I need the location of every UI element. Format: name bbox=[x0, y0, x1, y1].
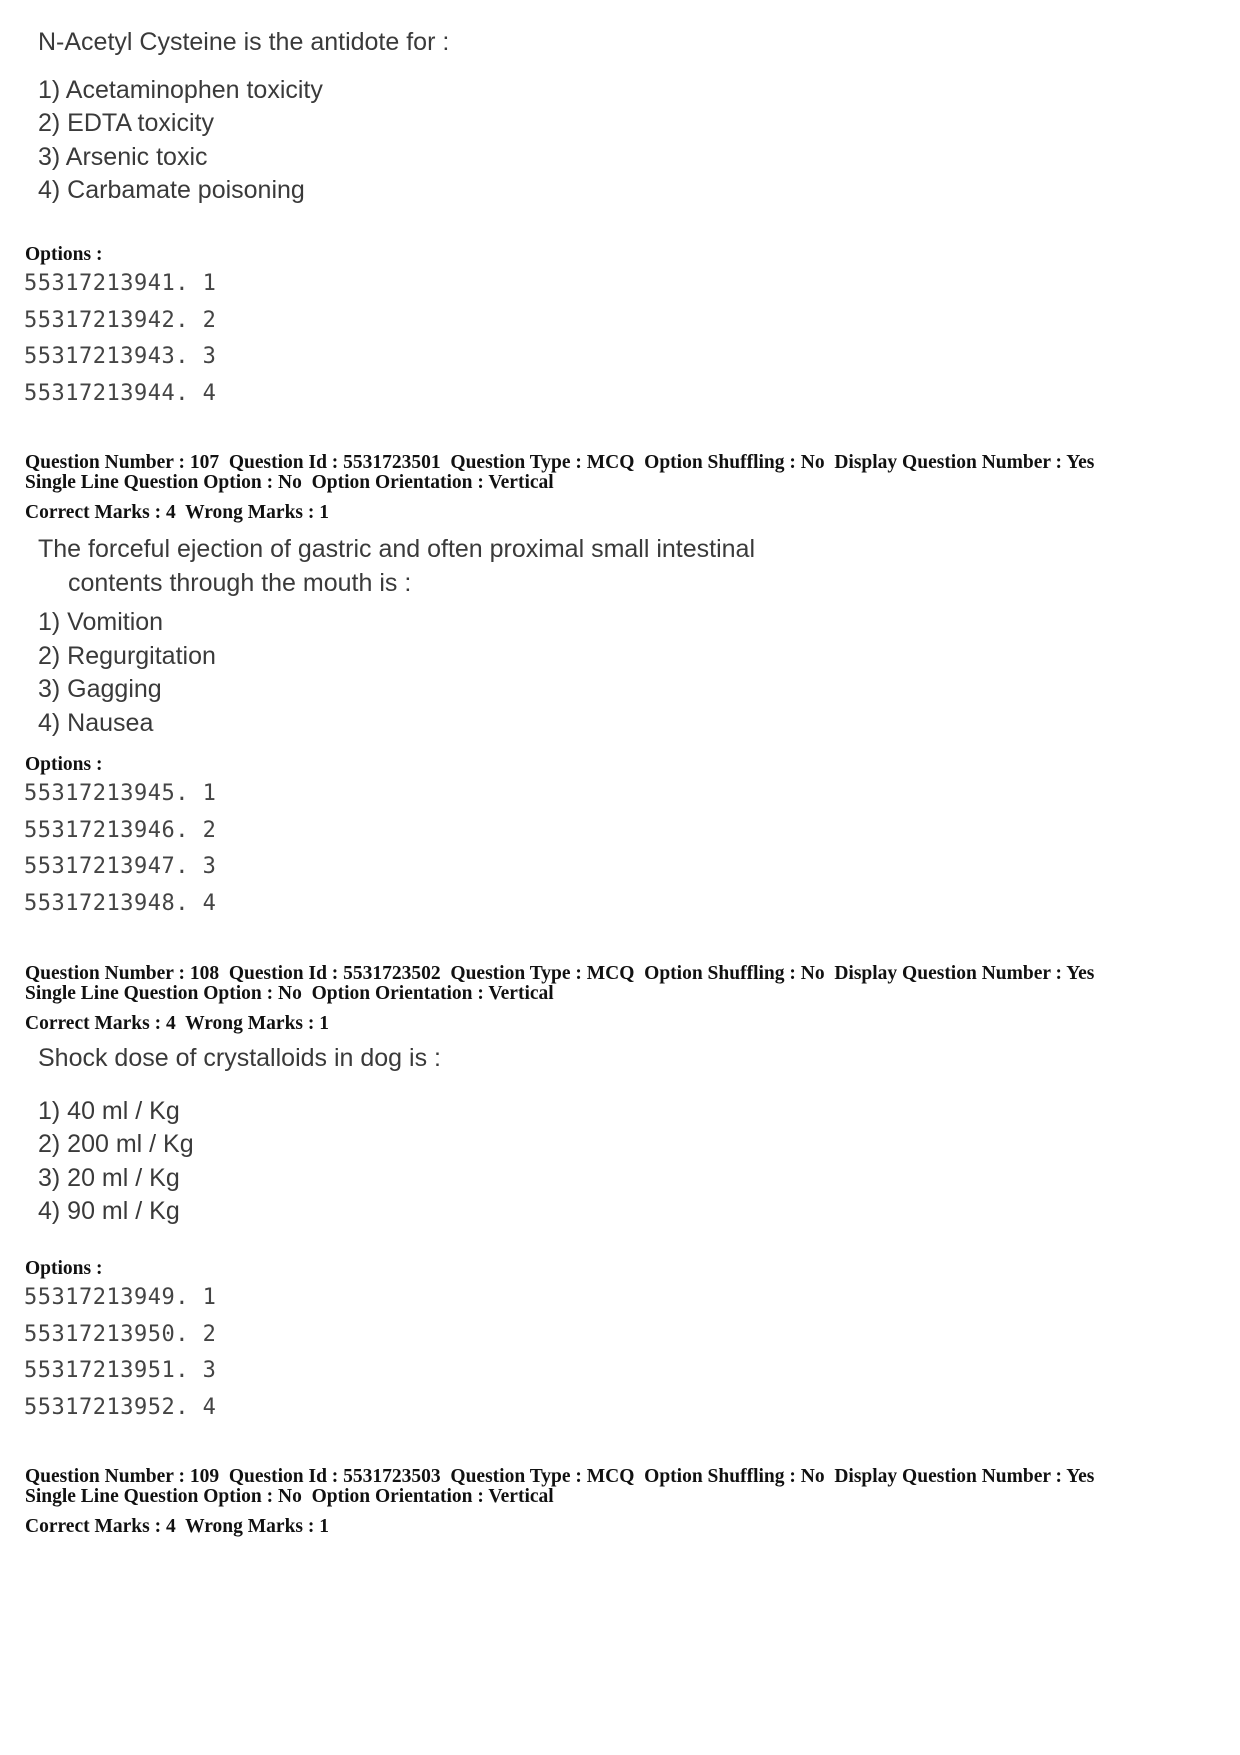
option-id: 55317213949. 1 bbox=[24, 1285, 217, 1310]
choice-item: 3) 20 ml / Kg bbox=[38, 1163, 180, 1192]
question-108-meta-line1: Question Number : 108 Question Id : 5531723502 Question Type : MCQ Option Shuffling : No Display Question Number : Yes bbox=[25, 963, 1095, 984]
choice-item: 1) Acetaminophen toxicity bbox=[38, 75, 323, 104]
option-id: 55317213942. 2 bbox=[24, 307, 217, 333]
option-id: 55317213945. 1 bbox=[24, 781, 217, 806]
stem-line: contents through the mouth is : bbox=[68, 568, 412, 597]
choice-item: 4) Nausea bbox=[38, 708, 154, 737]
option-id: 55317213948. 4 bbox=[24, 890, 217, 916]
question-109-meta-line2: Single Line Question Option : No Option Orientation : Vertical bbox=[25, 1486, 554, 1507]
question-109-meta-line1: Question Number : 109 Question Id : 5531723503 Question Type : MCQ Option Shuffling : No Display Question Number : Yes bbox=[25, 1466, 1095, 1487]
question-108-option-ids bbox=[24, 1280, 216, 1426]
options-label: Options : bbox=[25, 244, 103, 265]
option-id: 55317213943. 3 bbox=[24, 344, 217, 369]
choice-item: 1) 40 ml / Kg bbox=[38, 1096, 180, 1125]
choice-item: 4) 90 ml / Kg bbox=[38, 1197, 180, 1225]
question-108-meta-line2: Single Line Question Option : No Option Orientation : Vertical bbox=[25, 983, 554, 1004]
option-id: 55317213951. 3 bbox=[24, 1358, 217, 1383]
question-107-meta-line2: Single Line Question Option : No Option Orientation : Vertical bbox=[25, 472, 554, 493]
option-id: 55317213950. 2 bbox=[24, 1321, 217, 1347]
options-label: Options : bbox=[25, 754, 103, 775]
question-108-image bbox=[38, 1042, 441, 1229]
option-id: 55317213947. 3 bbox=[24, 854, 217, 879]
choice-item: 3) Gagging bbox=[38, 675, 162, 703]
question-106-choices bbox=[38, 74, 449, 208]
options-label: Options : bbox=[25, 1258, 103, 1279]
question-109-marks: Correct Marks : 4 Wrong Marks : 1 bbox=[25, 1516, 330, 1537]
option-id: 55317213946. 2 bbox=[24, 817, 217, 843]
question-107-marks: Correct Marks : 4 Wrong Marks : 1 bbox=[25, 502, 330, 523]
question-107-option-ids bbox=[24, 776, 216, 922]
choice-item: 1) Vomition bbox=[38, 608, 164, 636]
question-106-image bbox=[38, 26, 449, 208]
question-108-choices bbox=[38, 1095, 441, 1229]
question-106-option-ids bbox=[24, 266, 216, 412]
question-107-stem bbox=[38, 533, 755, 600]
choice-item: 4) Carbamate poisoning bbox=[38, 176, 305, 204]
question-108-stem: Shock dose of crystalloids in dog is : bbox=[38, 1044, 441, 1072]
option-id: 55317213944. 4 bbox=[24, 380, 217, 406]
question-107-meta-line1: Question Number : 107 Question Id : 5531723501 Question Type : MCQ Option Shuffling : No Display Question Number : Yes bbox=[25, 452, 1095, 473]
choice-item: 2) Regurgitation bbox=[38, 641, 216, 670]
choice-item: 2) EDTA toxicity bbox=[38, 109, 214, 137]
stem-line: The forceful ejection of gastric and often proximal small intestinal bbox=[38, 535, 756, 563]
question-108-marks: Correct Marks : 4 Wrong Marks : 1 bbox=[25, 1013, 330, 1034]
option-id: 55317213952. 4 bbox=[24, 1394, 217, 1420]
question-107-image bbox=[38, 533, 755, 740]
question-106-stem: N-Acetyl Cysteine is the antidote for : bbox=[38, 28, 450, 56]
option-id: 55317213941. 1 bbox=[24, 271, 217, 296]
question-107-choices bbox=[38, 606, 755, 740]
choice-item: 3) Arsenic toxic bbox=[38, 142, 208, 171]
choice-item: 2) 200 ml / Kg bbox=[38, 1130, 194, 1158]
